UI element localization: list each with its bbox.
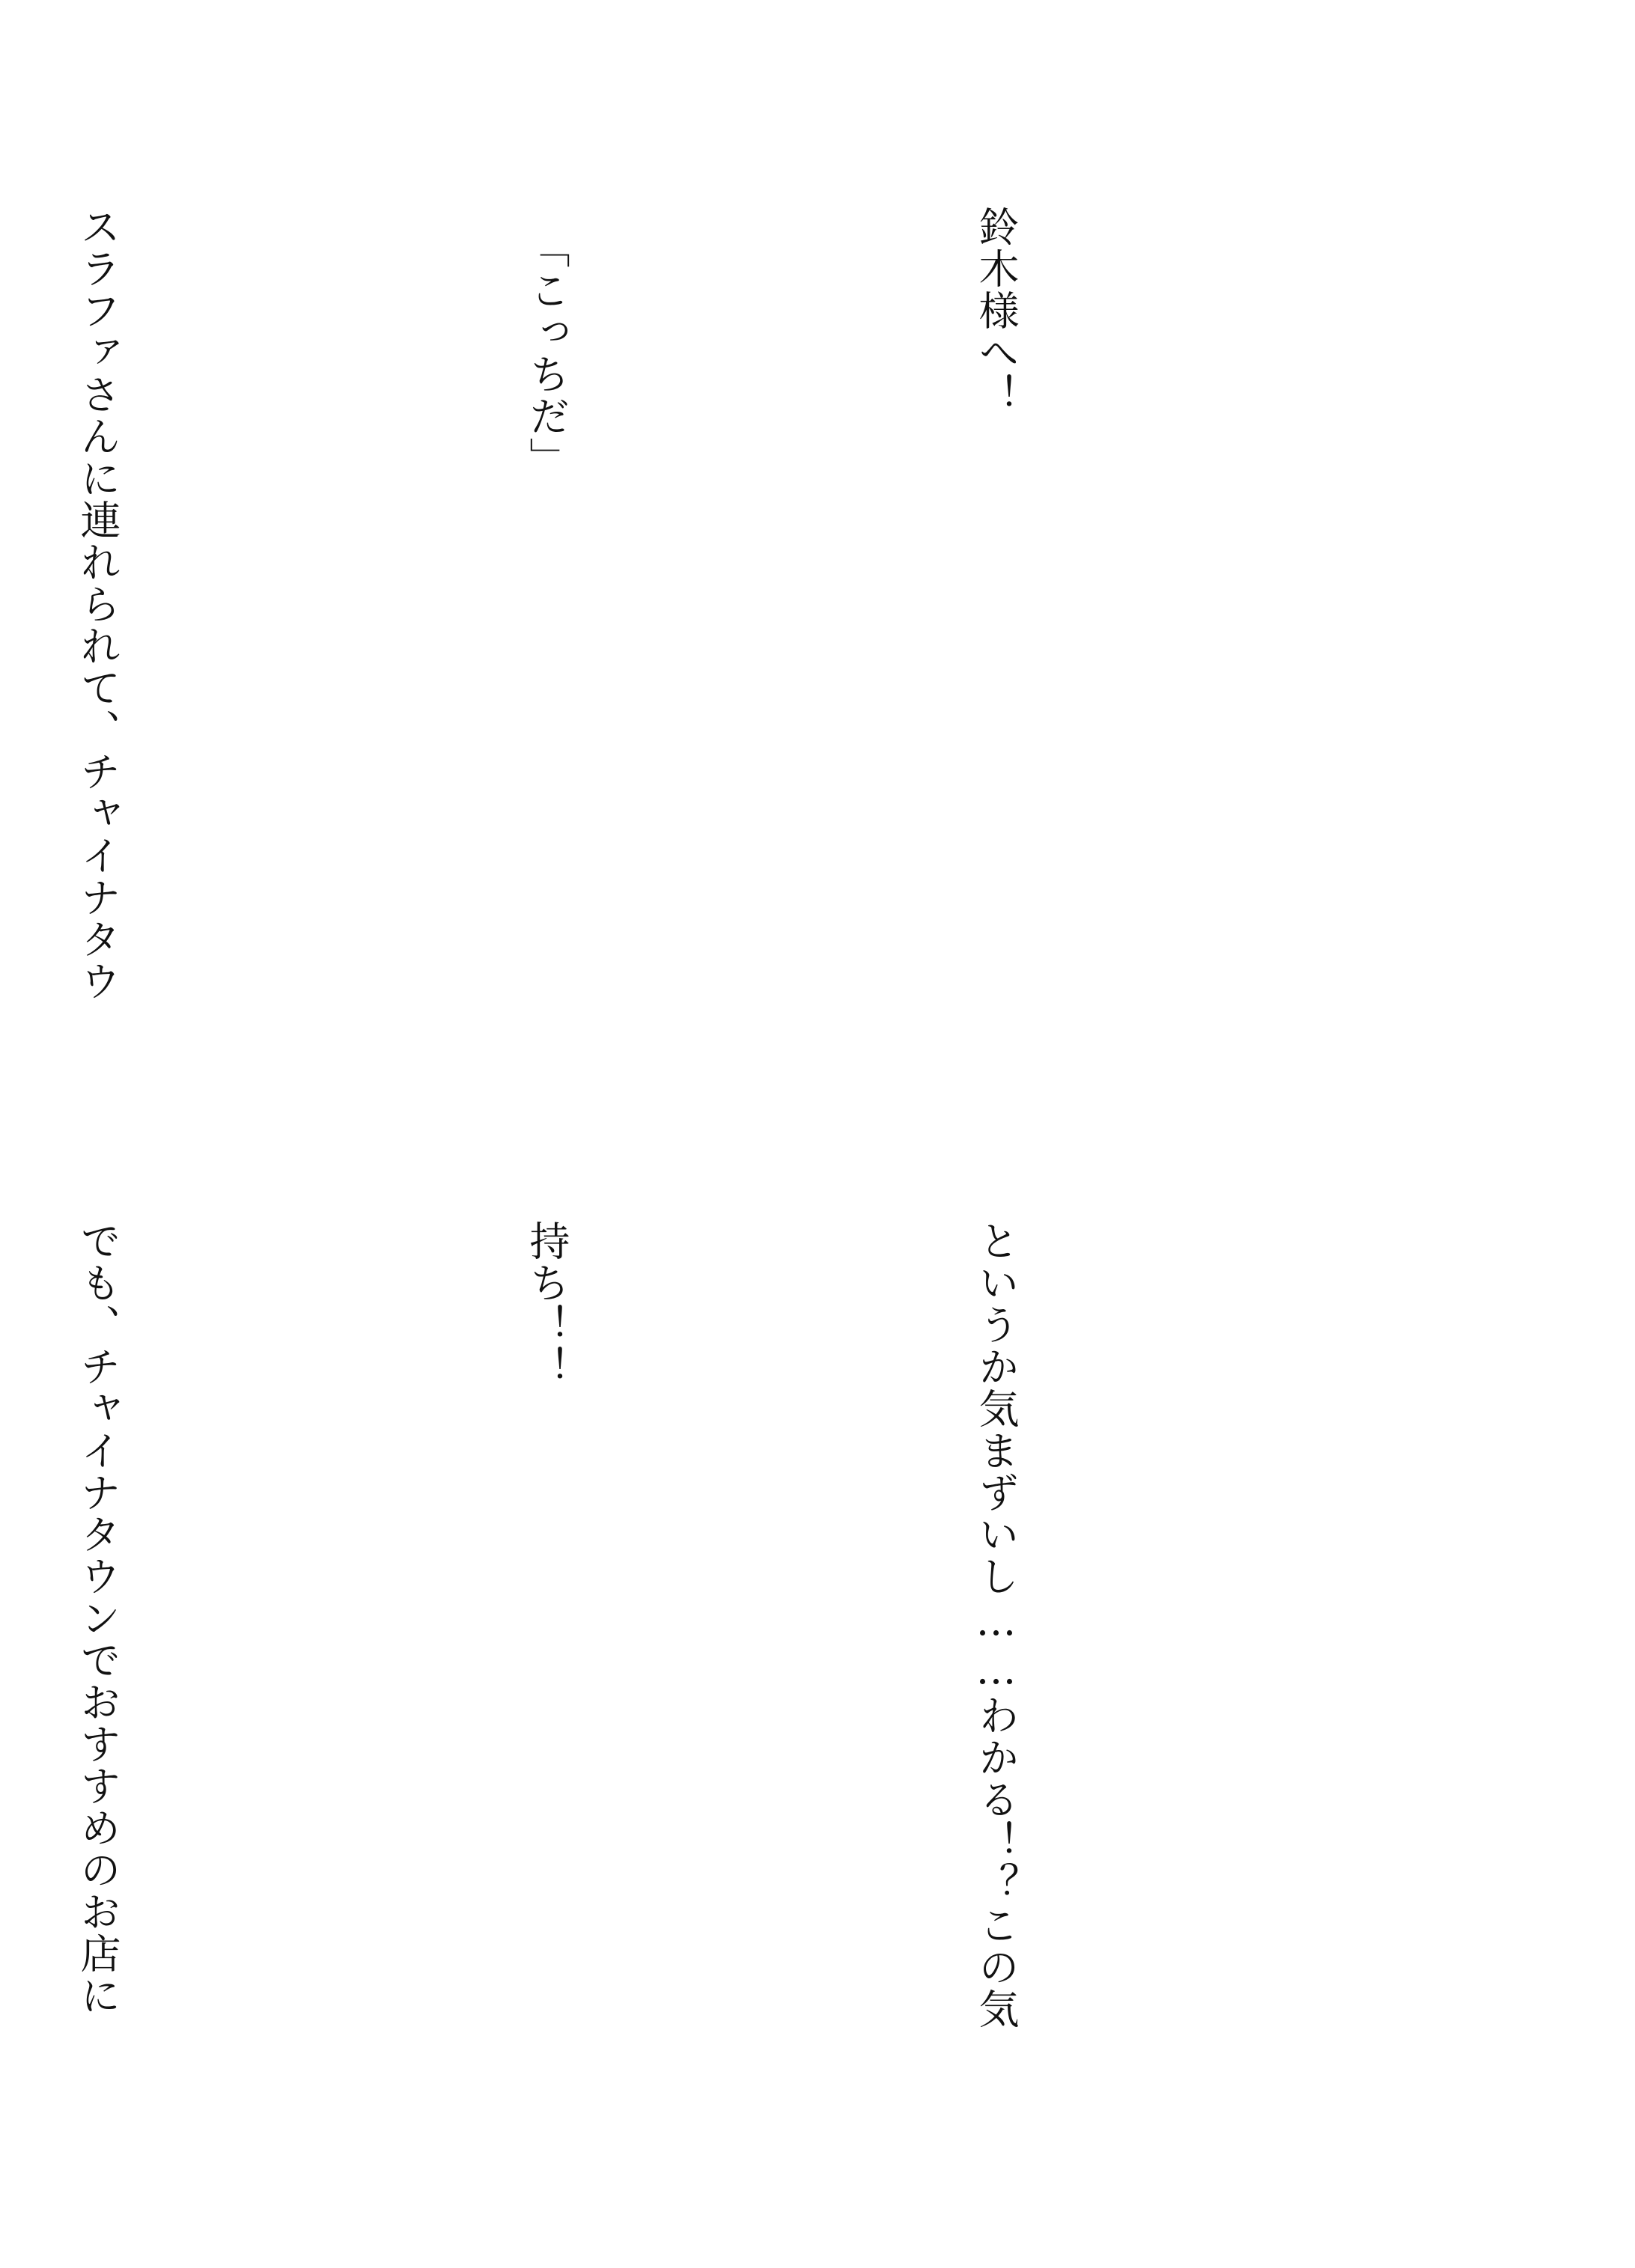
text-column: 鈴木様へ！	[972, 206, 1020, 415]
text-column: 「こっちだ」	[523, 206, 570, 479]
text-block-bottom	[74, 1220, 1370, 2148]
text-column: スラファさんに連れられて、チャイナタウ	[74, 206, 121, 1002]
text-column: でも、チャイナタウンでおすすめのお店に	[74, 1220, 121, 2016]
text-block-top	[74, 206, 1370, 1097]
text-column: 持ち！！	[523, 1220, 570, 1388]
text-column: というか気まずいし……わかる！？この気	[972, 1220, 1020, 2030]
